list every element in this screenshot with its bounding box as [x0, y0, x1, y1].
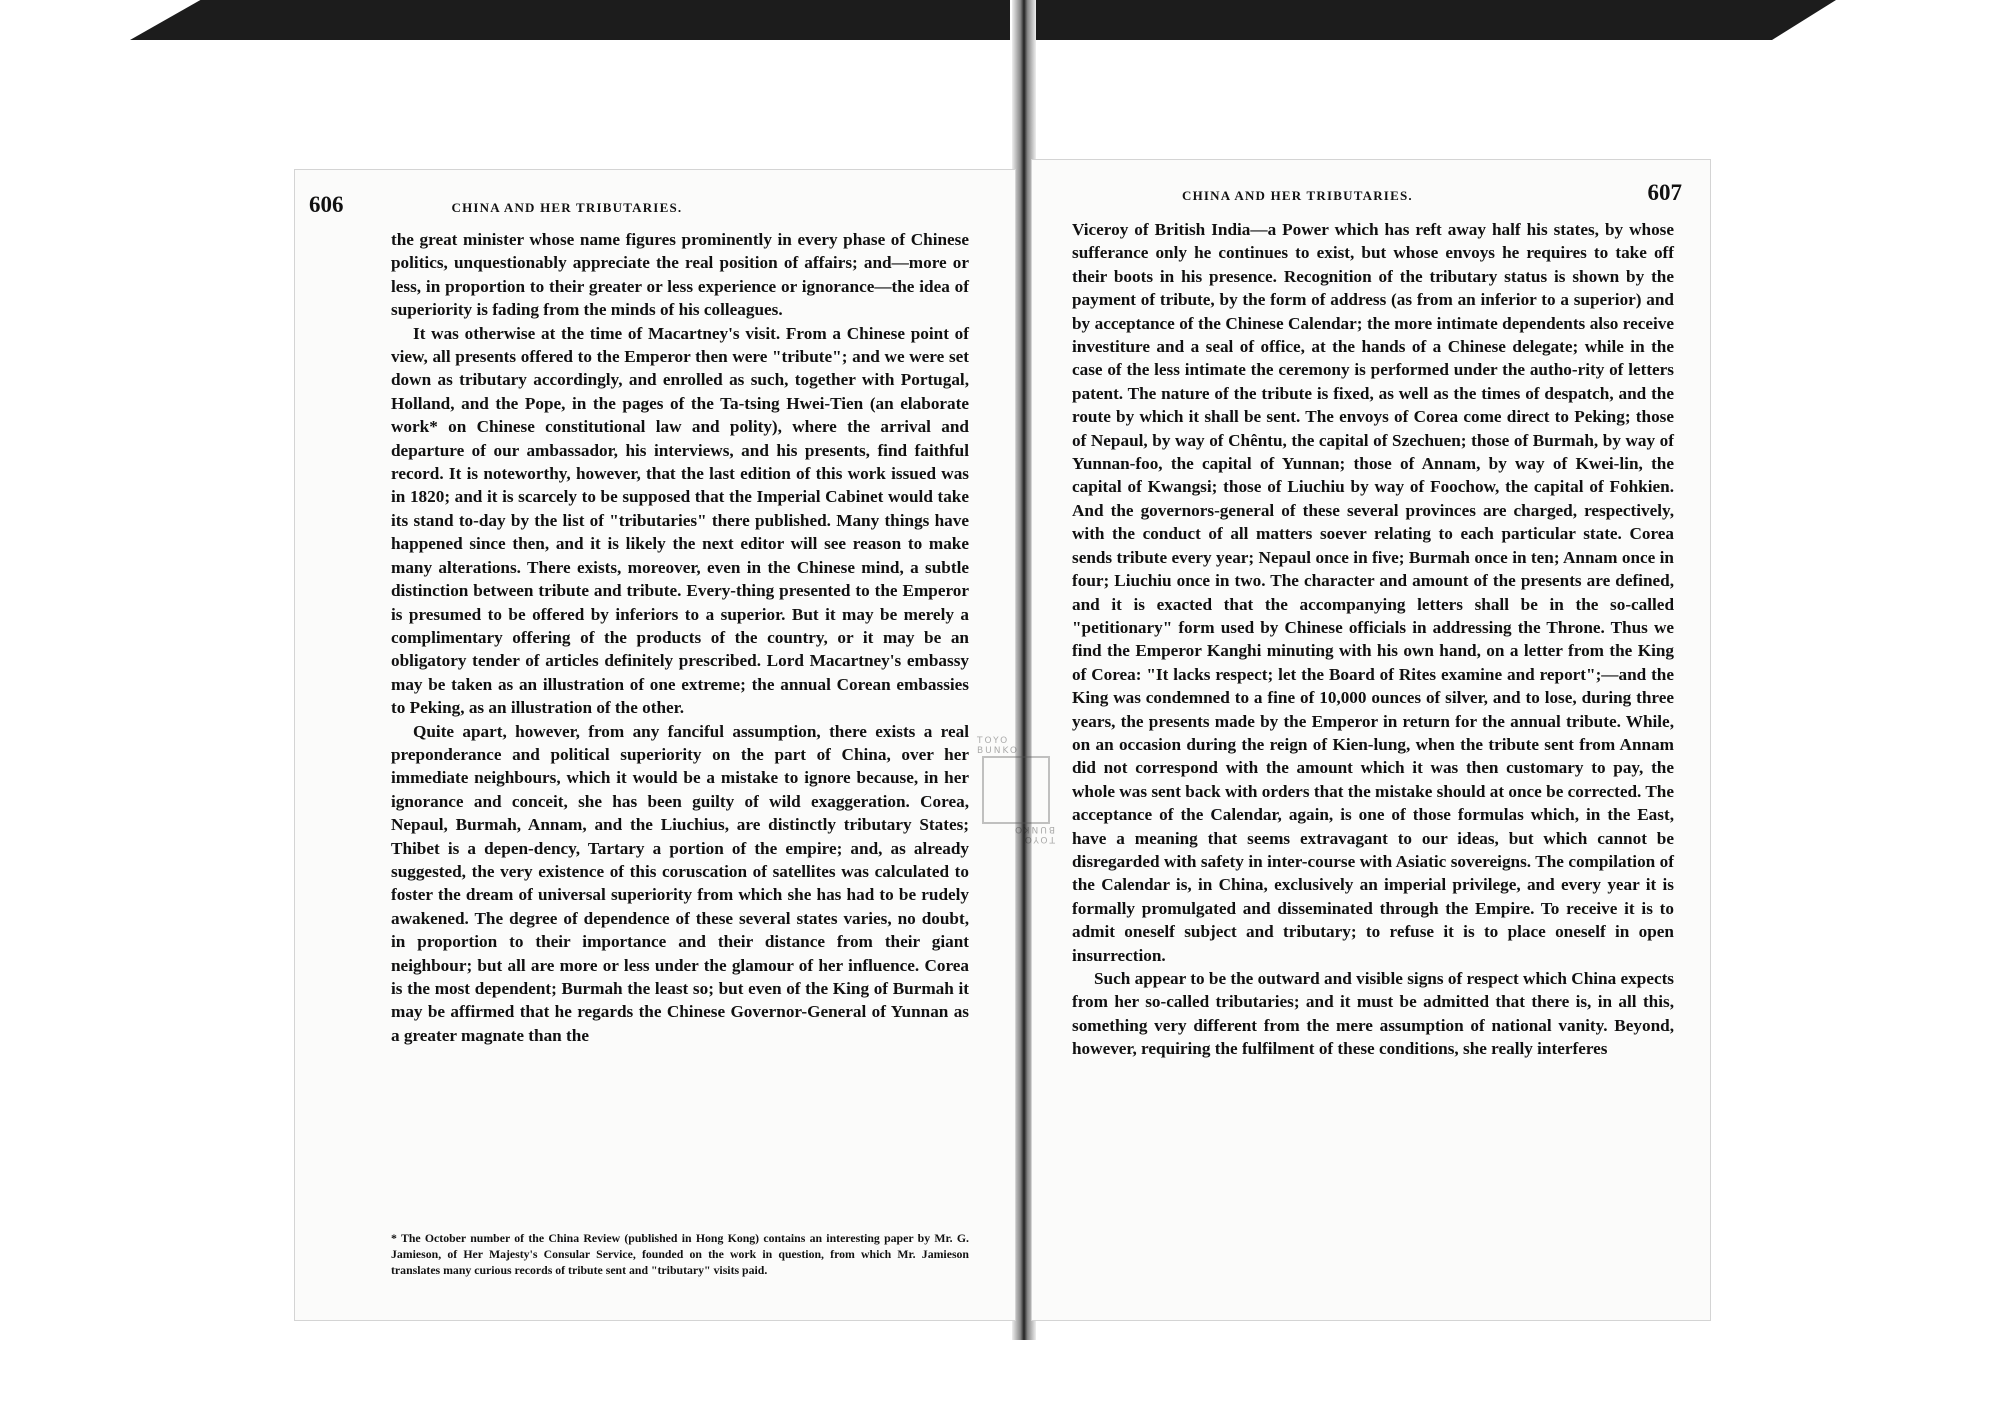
right-page — [1032, 160, 1710, 1320]
left-body-text — [391, 228, 969, 1047]
scanner-edge-left — [130, 0, 1010, 40]
right-paragraph-1: Viceroy of British India—a Power which has reft away half his states, by whose sufferance only he continues to exist, but whose envoys he requires to take off their boots in his presence. Recognition of the tributary status is shown by the payment of tribute, by the form of address (as from an inferior to a superior) and by acceptance of the Chinese Calendar; the more intimate dependents also receive investiture and a seal of office, at the hands of a Chinese delegate; while in the case of the less intimate the ceremony is performed under the autho-rity of letters patent. The nature of the tribute is fixed, as well as the times of despatch, and the route by which it shall be sent. The envoys of Corea come direct to Peking; those of Nepaul, by way of Chêntu, the capital of Szechuen; those of Burmah, by way of Yunnan-foo, the capital of Yunnan; those of Annam, by way of Kwei-lin, the capital of Kwangsi; those of Liuchiu by way of Foochow, the capital of Fohkien. And the governors-general of these several provinces are charged, respectively, with the conduct of all matters soever relating to each particular state. Corea sends tribute every year; Nepaul once in five; Burmah once in ten; Annam once in four; Liuchiu once in two. The character and amount of the presents are defined, and it is exacted that the accompanying letters shall be in the so-called "petitionary" form used by Chinese officials in addressing the Throne. Thus we find the Emperor Kanghi minuting with his own hand, on a letter from the King of Corea: "It lacks respect; let the Board of Rites examine and report";—and the King was condemned to a fine of 10,000 ounces of silver, and to lose, during three years, the presents made by the Emperor in return for the annual tribute. While, on an occasion during the reign of Kien-lung, when the tribute sent from Annam did not correspond with the amount which it was then customary to pay, the whole was sent back with orders that the mistake should at once be corrected. The acceptance of the Calendar, again, is one of those formulas which, in the East, have a meaning that seems extravagant to our ideas, but which cannot be disregarded with safety in inter-course with Asiatic sovereigns. The compilation of the Calendar is, in China, exclusively an imperial privilege, and every year it is formally promulgated and disseminated through the Empire. To receive it is to admit oneself subject and tributary; to refuse it is to place oneself in open insurrection. — [1072, 220, 1674, 965]
left-running-title: CHINA AND HER TRIBUTARIES. — [451, 200, 683, 215]
library-stamp — [977, 735, 1055, 845]
right-running-head — [1182, 180, 1682, 206]
stamp-label-bottom: TOYO BUNKO — [1013, 824, 1055, 844]
left-footnote: * The October number of the China Review (published in Hong Kong) contains an interesting paper by Mr. G. Jamieson, of Her Majesty's Consular Service, founded on the work in question, from which Mr. Jamieson translates many curious records of tribute sent and "tributary" visits paid. — [391, 1231, 969, 1277]
left-paragraph-2: It was otherwise at the time of Macartney's visit. From a Chinese point of view, all presents offered to the Emperor then were "tribute"; and we were set down as tributary accordingly, and enrolled as such, together with Portugal, Holland, and the Pope, in the pages of the Ta-tsing Hwei-Tien (an elaborate work* on Chinese constitutional law and polity), where the arrival and departure of our ambassador, his interviews, and his presents, find faithful record. It is noteworthy, however, that the last edition of this work issued was in 1820; and it is scarcely to be supposed that the Imperial Cabinet would take its stand to-day by the list of "tributaries" there published. Many things have happened since then, and it is likely the next editor will see reason to make many alterations. There exists, moreover, even in the Chinese mind, a subtle distinction between tribute and tribute. Every-thing presented to the Emperor is presumed to be offered by inferiors to a superior. But it may be merely a complimentary offering of the products of the country, or it may be an obligatory tender of articles definitely prescribed. Lord Macartney's embassy may be taken as an illustration of one extreme; the annual Corean embassies to Peking, as an illustration of the other. — [391, 323, 969, 718]
left-running-head — [309, 192, 999, 218]
left-paragraph-3: Quite apart, however, from any fanciful assumption, there exists a real preponderance and political superiority on the part of China, over her immediate neighbours, which it would be a mistake to ignore because, in her ignorance and conceit, she has been guilty of wild exaggeration. Corea, Nepaul, Burmah, Annam, and the Liuchius, are distinctly tributary States; Thibet is a depen-dency, Tartary a portion of the empire; and, as already suggested, the very existence of this coruscation of satellites was calculated to foster the dream of universal superiority from which she has had to be rudely awakened. The degree of dependence of these several states varies, no doubt, in proportion to their importance and their distance from their giant neighbour; but all are more or less under the glamour of her influence. Corea is the most dependent; Burmah the least so; but even of the King of Burmah it may be affirmed that he regards the Chinese Governor-General of Yunnan as a greater magnate than the — [391, 721, 969, 1045]
scanner-edge-right — [1036, 0, 1836, 40]
right-running-title: CHINA AND HER TRIBUTARIES. — [1182, 188, 1413, 203]
left-page-number: 606 — [309, 192, 344, 217]
left-page — [295, 170, 1015, 1320]
stamp-label-top: TOYO BUNKO — [977, 736, 1019, 756]
right-paragraph-2: Such appear to be the outward and visible signs of respect which China expects from her so-called tributaries; and it must be admitted that there is, in all this, something very different from the mere assumption of national vanity. Beyond, however, requiring the fulfilment of these conditions, she really interferes — [1072, 969, 1674, 1059]
left-paragraph-1: the great minister whose name figures prominently in every phase of Chinese politics, unquestionably appreciate the real position of affairs; and—more or less, in proportion to their greater or less experience or ignorance—the idea of superiority is fading from the minds of his colleagues. — [391, 230, 969, 320]
right-page-number: 607 — [1647, 180, 1682, 205]
right-body-text — [1072, 218, 1674, 1061]
stamp-box — [982, 756, 1050, 824]
